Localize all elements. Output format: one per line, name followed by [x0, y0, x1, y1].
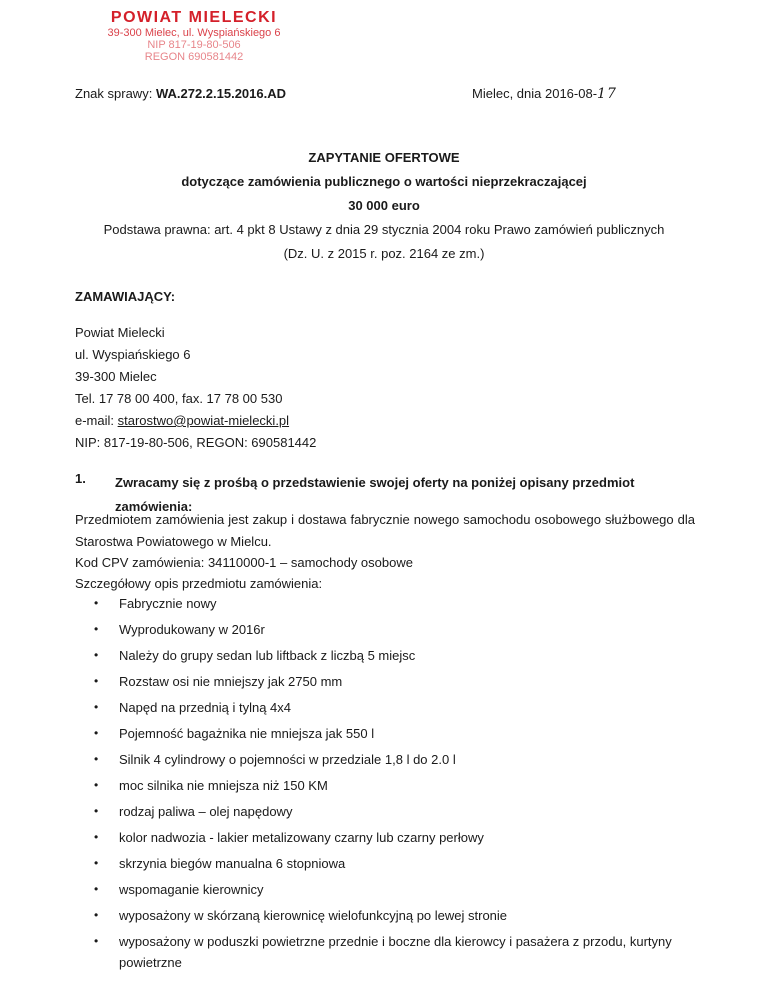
spec-item — [75, 931, 695, 973]
spec-item — [75, 697, 695, 718]
bullet-icon: • — [94, 908, 99, 922]
spec-item — [75, 723, 695, 744]
details-label: Szczegółowy opis przedmiotu zamówienia: — [75, 576, 323, 591]
spec-item — [75, 775, 695, 796]
spec-item-text: Wyprodukowany w 2016r — [119, 622, 265, 637]
title-subline: dotyczące zamówienia publicznego o wartości nieprzekraczającej — [181, 174, 587, 189]
subject-paragraph: Przedmiotem zamówienia jest zakup i dostawa fabrycznie nowego samochodu osobowego służbowego dla Starostwa Powiatowego w Mielcu. — [75, 512, 695, 549]
orderer-address — [75, 306, 316, 454]
spec-item-text: rodzaj paliwa – olej napędowy — [119, 804, 293, 819]
specification-list — [75, 593, 695, 978]
spec-item-text: Fabrycznie nowy — [119, 596, 217, 611]
spec-item-text: wspomaganie kierownicy — [119, 882, 264, 897]
bullet-icon: • — [94, 804, 99, 818]
bullet-icon: • — [94, 726, 99, 740]
bullet-icon: • — [94, 752, 99, 766]
date-handwritten: 17 — [597, 86, 617, 102]
bullet-icon: • — [94, 934, 99, 948]
orderer-email-line — [75, 410, 316, 432]
spec-item — [75, 593, 695, 614]
bullet-icon: • — [94, 856, 99, 870]
email-label: e-mail: — [75, 413, 118, 428]
spec-item-text: Rozstaw osi nie mniejszy jak 2750 mm — [119, 674, 343, 689]
title-block — [60, 146, 708, 266]
bullet-icon: • — [94, 700, 99, 714]
stamp-nip: NIP 817-19-80-506 — [147, 39, 241, 51]
date-text: Mielec, dnia 2016-08- — [472, 86, 598, 101]
bullet-icon: • — [94, 830, 99, 844]
legal-citation: (Dz. U. z 2015 r. poz. 2164 ze zm.) — [283, 246, 485, 261]
bullet-icon: • — [94, 882, 99, 896]
spec-item — [75, 801, 695, 822]
spec-item — [75, 853, 695, 874]
spec-item-text: wyposażony w skórzaną kierownicę wielofunkcyjną po lewej stronie — [119, 908, 508, 923]
bullet-icon: • — [94, 648, 99, 662]
orderer-name: Powiat Mielecki — [75, 325, 165, 340]
spec-item-text: kolor nadwozia - lakier metalizowany czarny lub czarny perłowy — [119, 830, 484, 845]
spec-item — [75, 619, 695, 640]
title-threshold: 30 000 euro — [348, 198, 420, 213]
document-date — [472, 86, 617, 102]
case-reference — [75, 86, 286, 101]
spec-item — [75, 671, 695, 692]
bullet-icon: • — [94, 778, 99, 792]
spec-item-text: Napęd na przednią i tylną 4x4 — [119, 700, 292, 715]
bullet-icon: • — [94, 596, 99, 610]
spec-item — [75, 905, 695, 926]
spec-item-text: wyposażony w poduszki powietrzne przednie i boczne dla kierowcy i pasażera z przodu, kurtyny powietrzne — [119, 934, 672, 970]
stamp-address: 39-300 Mielec, ul. Wyspiańskiego 6 — [107, 27, 281, 39]
stamp-name: POWIAT MIELECKI — [110, 9, 278, 26]
bullet-icon: • — [94, 674, 99, 688]
stamp-regon: REGON 690581442 — [144, 51, 244, 63]
spec-item-text: skrzynia biegów manualna 6 stopniowa — [119, 856, 346, 871]
spec-item — [75, 879, 695, 900]
document-title: ZAPYTANIE OFERTOWE — [308, 150, 460, 165]
legal-basis: Podstawa prawna: art. 4 pkt 8 Ustawy z dnia 29 stycznia 2004 roku Prawo zamówień publicznych — [103, 222, 665, 237]
section-heading-text: Zwracamy się z prośbą o przedstawienie swojej oferty na poniżej opisany przedmiot zamówienia: — [115, 475, 635, 514]
case-label: Znak sprawy: — [75, 86, 153, 101]
spec-item-text: Należy do grupy sedan lub liftback z liczbą 5 miejsc — [119, 648, 416, 663]
bullet-icon: • — [94, 622, 99, 636]
cpv-code: Kod CPV zamówienia: 34110000-1 – samochody osobowe — [75, 555, 413, 570]
section-number: 1. — [75, 471, 86, 486]
orderer-phone: Tel. 17 78 00 400, fax. 17 78 00 530 — [75, 391, 283, 406]
orderer-city: 39-300 Mielec — [75, 369, 157, 384]
spec-item — [75, 749, 695, 770]
email-link[interactable]: starostwo@powiat-mielecki.pl — [117, 413, 290, 428]
spec-item-text: Silnik 4 cylindrowy o pojemności w przedziale 1,8 l do 2.0 l — [119, 752, 456, 767]
spec-item-text: moc silnika nie mniejsza niż 150 KM — [119, 778, 328, 793]
orderer-ids: NIP: 817-19-80-506, REGON: 690581442 — [75, 435, 317, 450]
orderer-street: ul. Wyspiańskiego 6 — [75, 347, 191, 362]
office-stamp — [94, 8, 294, 63]
spec-item-text: Pojemność bagażnika nie mniejsza jak 550 l — [119, 726, 375, 741]
case-number: WA.272.2.15.2016.AD — [155, 86, 287, 101]
spec-item — [75, 827, 695, 848]
orderer-heading: ZAMAWIAJĄCY: — [75, 289, 176, 304]
spec-item — [75, 645, 695, 666]
